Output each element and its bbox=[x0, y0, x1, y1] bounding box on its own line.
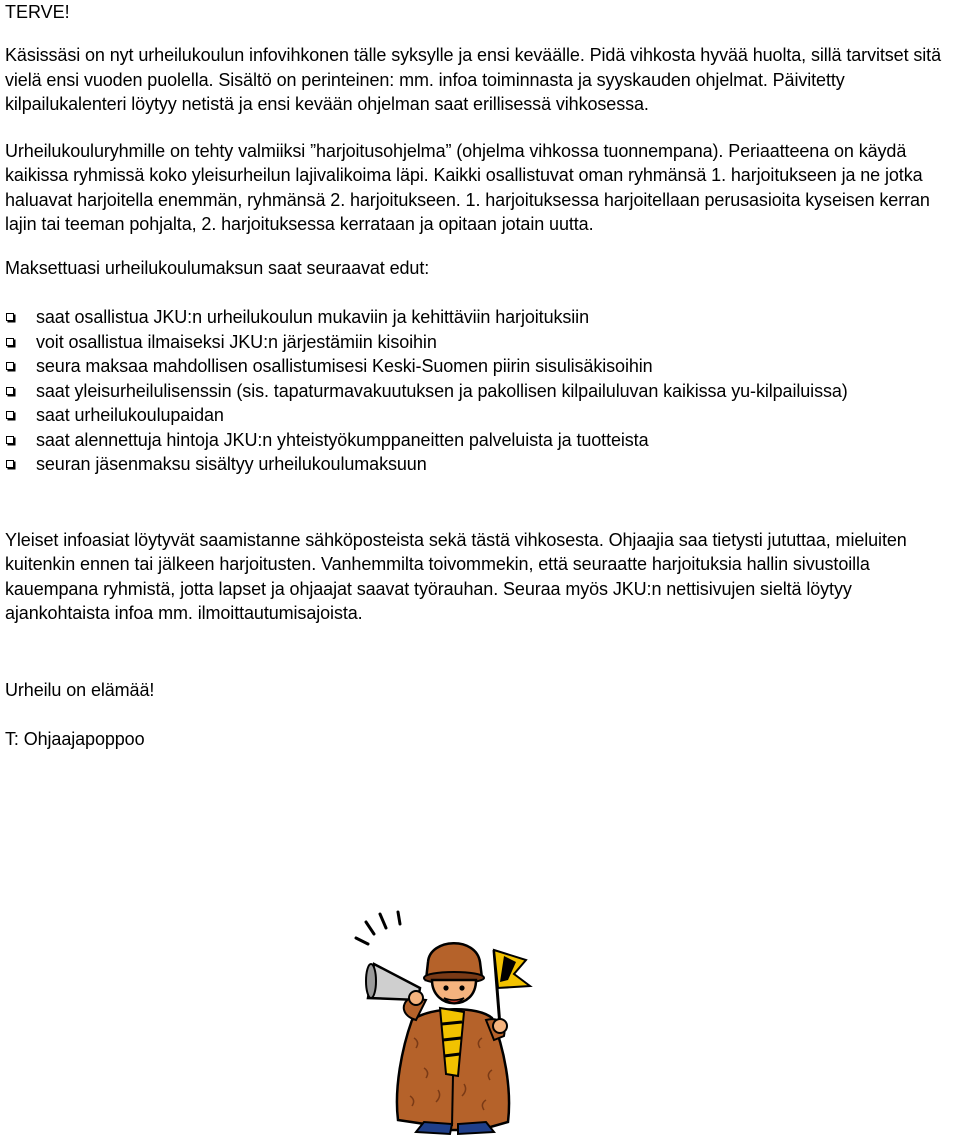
benefit-text: seuran jäsenmaksu sisältyy urheilukoulumaksuun bbox=[36, 454, 427, 474]
benefit-item bbox=[5, 305, 957, 330]
checkbox-bullet-icon bbox=[6, 338, 14, 346]
checkbox-bullet-icon bbox=[6, 460, 14, 468]
groups-paragraph: Urheilukouluryhmille on tehty valmiiksi ”harjoitusohjelma” (ohjelma vihkossa tuonnempana). Periaatteena on käydä kaikissa ryhmissä koko yleisurheilun lajivalikoima läpi. Kaikki osallistuvat oman ryhmänsä 1. harjoitukseen ja ne jotka haluavat harjoitella enemmän, ryhmänsä 2. harjoitukseen. 1. harjoituksessa harjoitellaan perusasioita kyseisen kerran lajin tai teeman pohjalta, 2. harjoituksessa kerrataan ja opitaan jotain uutta. bbox=[5, 140, 930, 234]
signature-text: T: Ohjaajapoppoo bbox=[5, 729, 145, 749]
benefit-text: seura maksaa mahdollisen osallistumisesi Keski-Suomen piirin sisulisäkisoihin bbox=[36, 356, 653, 376]
checkbox-bullet-icon bbox=[6, 387, 14, 395]
benefit-text: saat osallistua JKU:n urheilukoulun mukaviin ja kehittäviin harjoituksiin bbox=[36, 307, 589, 327]
benefit-item bbox=[5, 379, 957, 404]
benefits-list bbox=[5, 305, 957, 477]
checkbox-bullet-icon bbox=[6, 313, 14, 321]
greeting-heading: TERVE! bbox=[5, 2, 70, 22]
benefit-text: saat urheilukoulupaidan bbox=[36, 405, 224, 425]
benefit-item bbox=[5, 403, 957, 428]
benefit-text: voit osallistua ilmaiseksi JKU:n järjestämiin kisoihin bbox=[36, 331, 437, 352]
benefit-item bbox=[5, 354, 957, 379]
motto-text: Urheilu on elämää! bbox=[5, 679, 155, 700]
benefit-text: saat alennettuja hintoja JKU:n yhteistyökumppaneitten palveluista ja tuotteista bbox=[36, 429, 649, 450]
checkbox-bullet-icon bbox=[6, 362, 14, 370]
checkbox-bullet-icon bbox=[6, 436, 14, 444]
benefit-item bbox=[5, 330, 957, 355]
info-paragraph: Yleiset infoasiat löytyvät saamistanne sähköposteista sekä tästä vihkosesta. Ohjaajia saa tietysti jututtaa, mieluiten kuitenkin ennen tai jälkeen harjoitusten. Vanhemmilta toivommekin, että seuraatte harjoituksia hallin sivustoilla kauempana ryhmistä, jotta lapset ja ohjaajat saavat työrauhan. Seuraa myös JKU:n nettisivujen sieltä löytyy ajankohtaista infoa mm. ilmoittautumisajoista. bbox=[5, 529, 907, 623]
benefits-lead-text: Maksettuasi urheilukoulumaksun saat seuraavat edut: bbox=[5, 257, 430, 278]
intro-paragraph: Käsissäsi on nyt urheilukoulun infovihkonen tälle syksylle ja ensi keväälle. Pidä vihkosta hyvää huolta, sillä tarvitset sitä vielä ensi vuoden puolella. Sisältö on perinteinen: mm. infoa toiminnasta ja syyskauden ohjelmat. Päivitetty kilpailukalenteri löytyy netistä ja ensi kevään ohjelman saat erillisessä vihkosessa. bbox=[5, 45, 941, 114]
checkbox-bullet-icon bbox=[6, 411, 14, 419]
benefit-text: saat yleisurheilulisenssin (sis. tapaturmavakuutuksen ja pakollisen kilpailuluvan kaikissa yu-kilpailuissa) bbox=[36, 380, 848, 401]
benefit-item bbox=[5, 452, 957, 477]
document-page bbox=[5, 0, 957, 752]
cheering-fan-with-megaphone-icon bbox=[354, 908, 554, 1136]
benefit-item bbox=[5, 428, 957, 453]
